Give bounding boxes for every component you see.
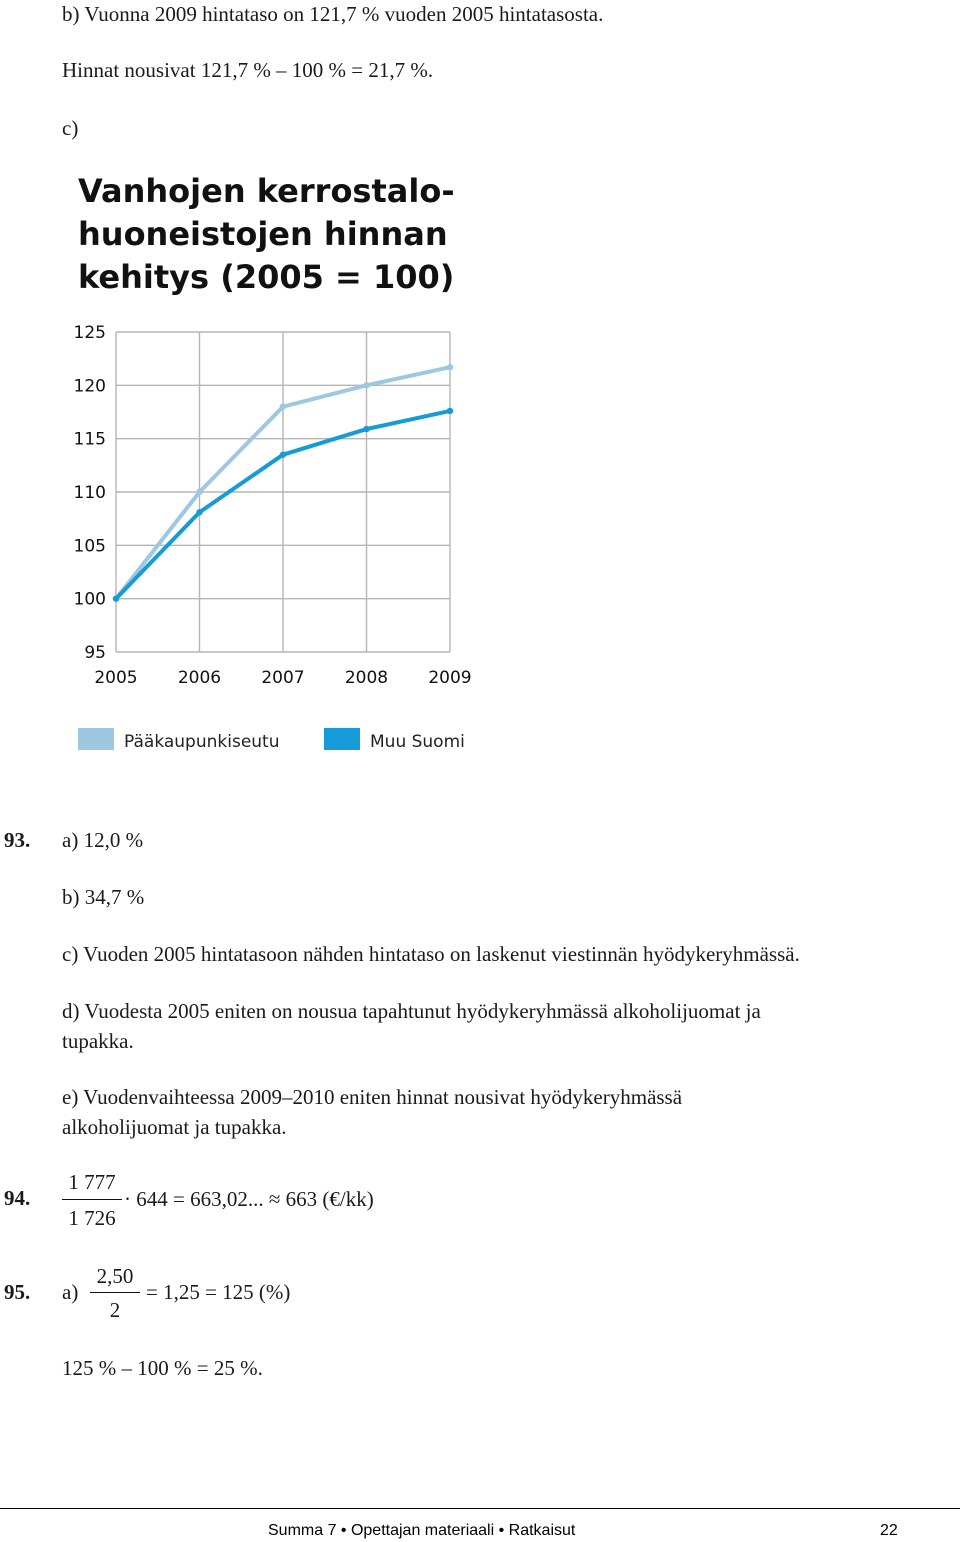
x-tick-label: 2006 [177, 668, 222, 688]
task-95-a-label: a) [62, 1280, 79, 1304]
legend-swatch [324, 728, 360, 750]
task-93-number: 93. [4, 828, 31, 852]
answer-c-label: c) [62, 116, 79, 140]
answer-hinnat: Hinnat nousivat 121,7 % – 100 % = 21,7 %. [62, 58, 434, 82]
task-94-number: 94. [4, 1186, 31, 1210]
task-93-a: a) 12,0 % [62, 828, 144, 852]
data-point [363, 382, 369, 388]
task-95-fraction-bar [90, 1292, 140, 1293]
legend-swatch [78, 728, 114, 750]
footer-rule [0, 1508, 960, 1509]
y-tick-label: 115 [73, 429, 106, 450]
page-number: 22 [880, 1522, 898, 1539]
legend-label: Pääkaupunkiseutu [124, 732, 280, 752]
y-tick-label: 105 [73, 536, 106, 557]
task-95-expression: = 1,25 = 125 (%) [146, 1280, 291, 1304]
y-tick-label: 95 [84, 643, 106, 663]
task-93-b: b) 34,7 % [62, 885, 145, 909]
task-94-fraction-bar [62, 1199, 122, 1200]
footer-text: Summa 7 • Opettajan materiaali • Ratkaisut [268, 1522, 576, 1539]
task-93-e-line2: alkoholijuomat ja tupakka. [62, 1115, 287, 1139]
x-tick-label: 2007 [261, 668, 305, 688]
task-95-result: 125 % – 100 % = 25 %. [62, 1356, 263, 1380]
x-tick-label: 2009 [428, 668, 472, 688]
chart-title-line: kehitys (2005 = 100) [78, 258, 455, 296]
data-point [280, 403, 286, 409]
x-tick-label: 2005 [94, 668, 138, 688]
task-93-d-line1: d) Vuodesta 2005 eniten on nousua tapahtunut hyödykeryhmässä alkoholijuomat ja [62, 999, 761, 1023]
task-93-c: c) Vuoden 2005 hintatasoon nähden hintataso on laskenut viestinnän hyödykeryhmässä. [62, 942, 800, 966]
y-tick-label: 110 [73, 483, 106, 503]
legend-label: Muu Suomi [370, 732, 465, 752]
data-point [447, 408, 453, 414]
data-point [363, 426, 369, 432]
task-95-numerator: 2,50 [96, 1264, 134, 1288]
data-point [196, 489, 202, 495]
data-point [280, 451, 286, 457]
task-93-d-line2: tupakka. [62, 1029, 134, 1053]
chart-title-line: huoneistojen hinnan [78, 215, 448, 253]
task-94-numerator: 1 777 [68, 1170, 116, 1194]
data-point [113, 595, 119, 601]
task-94-denominator: 1 726 [68, 1206, 116, 1230]
task-95-number: 95. [4, 1280, 31, 1304]
task-93-e-line1: e) Vuodenvaihteessa 2009–2010 eniten hinnat nousivat hyödykeryhmässä [62, 1085, 683, 1109]
data-point [196, 509, 202, 515]
price-development-chart [0, 160, 520, 770]
answer-b-2009: b) Vuonna 2009 hintataso on 121,7 % vuoden 2005 hintatasosta. [62, 2, 604, 26]
y-tick-label: 125 [73, 323, 106, 343]
task-94-expression: · 644 = 663,02... ≈ 663 (€/kk) [124, 1187, 374, 1211]
data-point [447, 364, 453, 370]
y-tick-label: 100 [73, 589, 106, 610]
task-95-denominator: 2 [109, 1298, 121, 1322]
y-tick-label: 120 [73, 376, 106, 397]
x-tick-label: 2008 [344, 668, 389, 688]
chart-title-line: Vanhojen kerrostalo- [78, 172, 455, 210]
